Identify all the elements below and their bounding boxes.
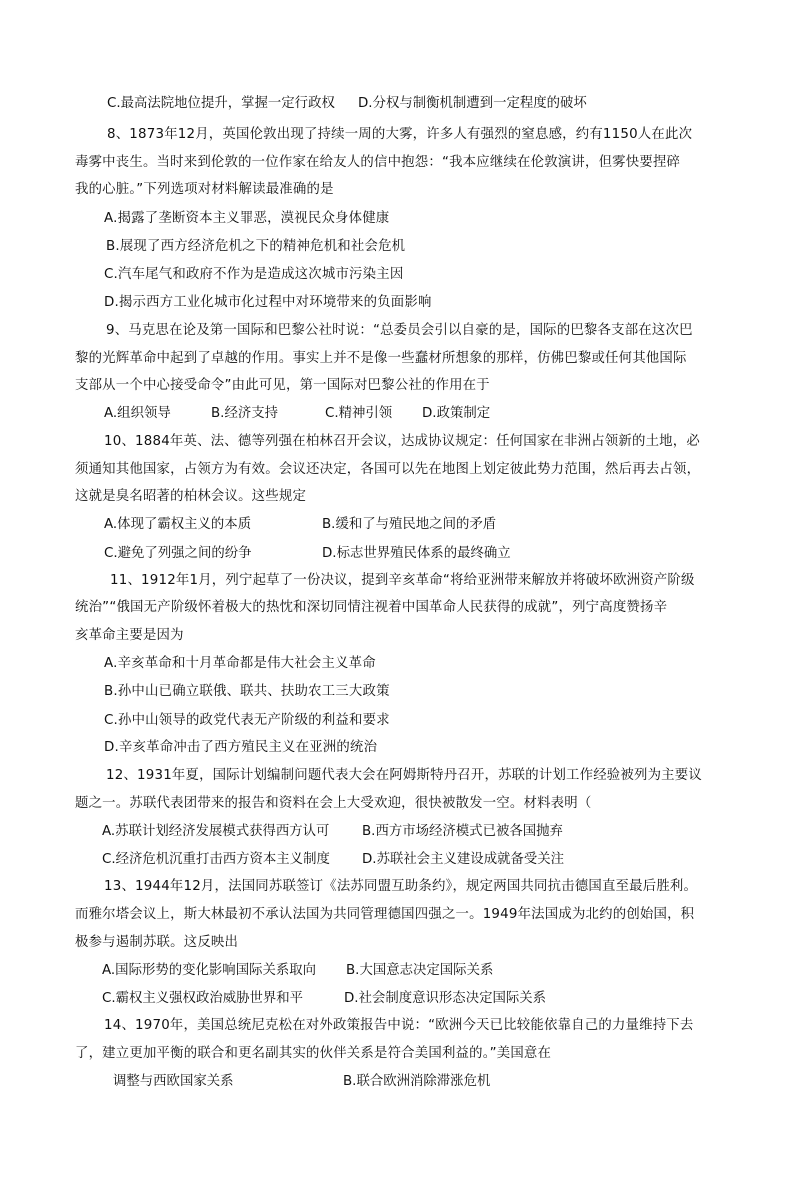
q14-option-b: B.联合欧洲消除滞涨危机 bbox=[343, 1074, 491, 1089]
q8-stem-line-2: 毒雾中丧生。当时来到伦敦的一位作家在给友人的信中抱怨：“我本应继续在伦敦演讲，但雾快要捏碎 bbox=[75, 155, 681, 170]
q13-option-d: D.社会制度意识形态决定国际关系 bbox=[344, 991, 547, 1006]
q14-stem-line-2: 了，建立更加平衡的联合和更名副其实的伙伴关系是符合美国利益的。”美国意在 bbox=[75, 1046, 552, 1061]
q8-stem-line-3: 我的心脏。”下列选项对材料解读最准确的是 bbox=[75, 182, 334, 197]
q10-stem-line-2: 须通知其他国家，占领方为有效。会议还决定，各国可以先在地图上划定彼此势力范围，然后再去占领， bbox=[75, 462, 701, 477]
q11-option-a: A.辛亥革命和十月革命都是伟大社会主义革命 bbox=[104, 656, 376, 671]
q13-stem-line-1: 13、1944年12月，法国同苏联签订《法苏同盟互助条约》，规定两国共同抗击德国直至最后胜利。 bbox=[104, 879, 698, 894]
q8-option-b: B.展现了西方经济危机之下的精神危机和社会危机 bbox=[106, 239, 406, 254]
q13-option-c: C.霸权主义强权政治威胁世界和平 bbox=[102, 991, 304, 1006]
q9-stem-line-1: 9、马克思在论及第一国际和巴黎公社时说：“总委员会引以自豪的是，国际的巴黎各支部在这次巴 bbox=[106, 323, 693, 338]
q9-option-c: C.精神引领 bbox=[325, 406, 393, 421]
q10-option-a: A.体现了霸权主义的本质 bbox=[104, 517, 252, 532]
q12-stem-line-2: 题之一。苏联代表团带来的报告和资料在会上大受欢迎，很快被散发一空。材料表明（ bbox=[75, 796, 592, 811]
q12-option-c: C.经济危机沉重打击西方资本主义制度 bbox=[102, 852, 330, 867]
q8-option-a: A.揭露了垄断资本主义罪恶，漠视民众身体健康 bbox=[104, 211, 390, 226]
q8-stem-line-1: 8、1873年12月，英国伦敦出现了持续一周的大雾，许多人有强烈的窒息感，约有1150人在此次 bbox=[107, 127, 693, 142]
q9-option-d: D.政策制定 bbox=[422, 406, 491, 421]
q12-stem-line-1: 12、1931年夏，国际计划编制问题代表大会在阿姆斯特丹召开，苏联的计划工作经验被列为主要议 bbox=[106, 768, 702, 783]
q8-option-d: D.揭示西方工业化城市化过程中对环境带来的负面影响 bbox=[104, 295, 432, 310]
q11-option-d: D.辛亥革命冲击了西方殖民主义在亚洲的统治 bbox=[104, 740, 378, 755]
q11-stem-line-2: 统治”“俄国无产阶级怀着极大的热忱和深切同情注视着中国革命人民获得的成就”，列宁高度赞扬辛 bbox=[75, 600, 668, 615]
q12-option-a: A.苏联计划经济发展模式获得西方认可 bbox=[102, 824, 330, 839]
q14-stem-line-1: 14、1970年，美国总统尼克松在对外政策报告中说：“欧洲今天已比较能依靠自己的力量维持下去 bbox=[104, 1018, 694, 1033]
q9-stem-line-2: 黎的光辉革命中起到了卓越的作用。事实上并不是像一些蠢材所想象的那样，仿佛巴黎或任何其他国际 bbox=[75, 351, 687, 366]
q12-option-d: D.苏联社会主义建设成就备受关注 bbox=[362, 852, 565, 867]
q14-option-a: 调整与西欧国家关系 bbox=[113, 1074, 234, 1089]
q9-stem-line-3: 支部从一个中心接受命令”由此可见，第一国际对巴黎公社的作用在于 bbox=[75, 378, 490, 393]
q10-option-d: D.标志世界殖民体系的最终确立 bbox=[322, 546, 511, 561]
q8-option-c: C.汽车尾气和政府不作为是造成这次城市污染主因 bbox=[104, 267, 404, 282]
q9-option-b: B.经济支持 bbox=[211, 406, 279, 421]
q11-stem-line-1: 11、1912年1月，列宁起草了一份决议，提到辛亥革命“将给亚洲带来解放并将破坏欧洲资产阶级 bbox=[110, 573, 695, 588]
q9-option-a: A.组织领导 bbox=[104, 406, 171, 421]
q13-option-a: A.国际形势的变化影响国际关系取向 bbox=[102, 963, 317, 978]
q7-option-d: D.分权与制衡机制遭到一定程度的破坏 bbox=[358, 96, 587, 111]
q10-stem-line-3: 这就是臭名昭著的柏林会议。这些规定 bbox=[75, 489, 307, 504]
q13-stem-line-2: 而雅尔塔会议上，斯大林最初不承认法国为共同管理德国四强之一。1949年法国成为北约的创始国，积 bbox=[75, 907, 695, 922]
q10-option-c: C.避免了列强之间的纷争 bbox=[104, 546, 252, 561]
q11-option-c: C.孙中山领导的政党代表无产阶级的利益和要求 bbox=[104, 713, 390, 728]
q11-option-b: B.孙中山已确立联俄、联共、扶助农工三大政策 bbox=[104, 684, 390, 699]
q7-option-c: C.最高法院地位提升，掌握一定行政权 bbox=[107, 96, 335, 111]
q13-option-b: B.大国意志决定国际关系 bbox=[346, 963, 494, 978]
q11-stem-line-3: 亥革命主要是因为 bbox=[75, 628, 184, 643]
q13-stem-line-3: 极参与遏制苏联。这反映出 bbox=[75, 935, 239, 950]
q12-option-b: B.西方市场经济模式已被各国抛弃 bbox=[362, 824, 563, 839]
q10-option-b: B.缓和了与殖民地之间的矛盾 bbox=[322, 517, 497, 532]
q10-stem-line-1: 10、1884年英、法、德等列强在柏林召开会议，达成协议规定：任何国家在非洲占领新的土地，必 bbox=[104, 434, 700, 449]
